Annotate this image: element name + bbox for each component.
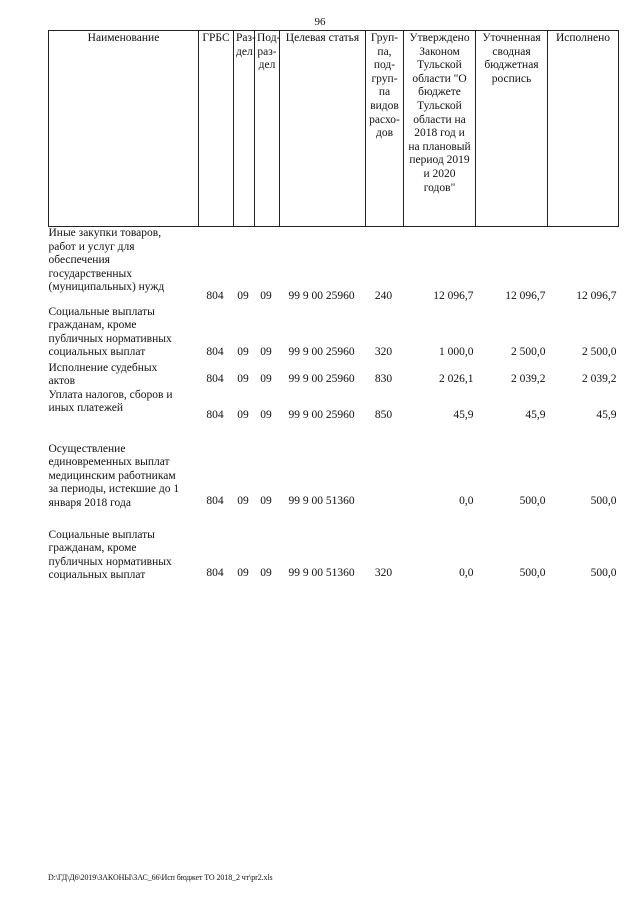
row-target: 99 9 00 25960 <box>288 373 355 386</box>
row-target: 99 9 00 25960 <box>288 409 355 422</box>
row-grbs: 804 <box>206 289 224 302</box>
row-target: 99 9 00 51360 <box>288 495 355 508</box>
row-name: Социальные выплаты гражданам, кроме публичных нормативных социальных выплат <box>48 528 172 582</box>
row-razdel: 09 <box>237 567 249 580</box>
table-row <box>49 362 619 389</box>
row-refined: 500,0 <box>519 567 546 580</box>
header-razdel: Раз- дел <box>234 31 255 227</box>
table-row <box>49 511 619 583</box>
row-executed: 2 039,2 <box>582 373 617 386</box>
footer-file-path: D:\ГД\Д6\2019\ЗАКОНЫ\ЗАС_66\Исп бюджет ТО 2018_2 чт\pr2.xls <box>48 873 273 882</box>
row-refined: 2 039,2 <box>511 373 546 386</box>
table-row <box>49 227 619 306</box>
table-row <box>49 389 619 425</box>
header-refined: Уточненная сводная бюджетная роспись <box>476 31 548 227</box>
row-grbs: 804 <box>206 373 224 386</box>
table-row <box>49 306 619 362</box>
header-approved: Утверждено Законом Тульской области "О бюджете Тульской области на 2018 год и на плановый период 2019 и 2020 годов" <box>404 31 476 227</box>
row-podrazdel: 09 <box>260 289 272 302</box>
row-name: Социальные выплаты гражданам, кроме публичных нормативных социальных выплат <box>48 305 172 359</box>
row-approved: 2 026,1 <box>439 373 474 386</box>
row-approved: 45,9 <box>453 409 474 422</box>
row-approved: 0,0 <box>459 495 474 508</box>
page-number: 96 <box>314 16 326 28</box>
row-group: 320 <box>374 345 393 358</box>
row-grbs: 804 <box>206 495 224 508</box>
header-group: Груп- па, под- груп- па видов расхо- дов <box>366 31 404 227</box>
row-group: 320 <box>374 567 393 580</box>
header-executed: Исполнено <box>548 31 619 227</box>
row-podrazdel: 09 <box>260 495 272 508</box>
row-podrazdel: 09 <box>260 409 272 422</box>
row-razdel: 09 <box>237 289 249 302</box>
row-razdel: 09 <box>237 373 249 386</box>
budget-execution-table <box>48 30 619 583</box>
row-grbs: 804 <box>206 409 224 422</box>
row-target: 99 9 00 25960 <box>288 345 355 358</box>
row-refined: 12 096,7 <box>505 289 546 302</box>
header-name: Наименование <box>49 31 199 227</box>
row-group: 850 <box>374 409 393 422</box>
row-executed: 12 096,7 <box>576 289 617 302</box>
table-header-row <box>49 31 619 227</box>
row-group <box>366 425 404 511</box>
row-executed: 500,0 <box>590 495 617 508</box>
row-group: 830 <box>374 373 393 386</box>
row-approved: 12 096,7 <box>433 289 474 302</box>
row-refined: 2 500,0 <box>511 345 546 358</box>
row-group: 240 <box>374 289 393 302</box>
row-executed: 500,0 <box>590 567 617 580</box>
row-name: Исполнение судебных актов <box>48 361 158 388</box>
row-target: 99 9 00 25960 <box>288 289 355 302</box>
header-podrazdel: Под- раз- дел <box>255 31 280 227</box>
row-executed: 2 500,0 <box>582 345 617 358</box>
row-razdel: 09 <box>237 409 249 422</box>
row-name: Уплата налогов, сборов и иных платежей <box>48 388 173 415</box>
row-razdel: 09 <box>237 345 249 358</box>
row-name: Осуществление единовременных выплат медицинским работникам за периоды, истекшие до 1 января 2018 года <box>48 442 180 510</box>
row-grbs: 804 <box>206 567 224 580</box>
row-podrazdel: 09 <box>260 567 272 580</box>
row-approved: 0,0 <box>459 567 474 580</box>
row-podrazdel: 09 <box>260 373 272 386</box>
header-grbs: ГРБС <box>199 31 234 227</box>
row-approved: 1 000,0 <box>439 345 474 358</box>
row-refined: 500,0 <box>519 495 546 508</box>
row-razdel: 09 <box>237 495 249 508</box>
row-refined: 45,9 <box>525 409 546 422</box>
row-grbs: 804 <box>206 345 224 358</box>
row-name: Иные закупки товаров, работ и услуг для обеспечения государственных (муниципальных) нужд <box>48 227 165 294</box>
table-row <box>49 425 619 511</box>
row-target: 99 9 00 51360 <box>288 567 355 580</box>
row-executed: 45,9 <box>596 409 617 422</box>
header-target: Целевая статья <box>280 31 366 227</box>
row-podrazdel: 09 <box>260 345 272 358</box>
